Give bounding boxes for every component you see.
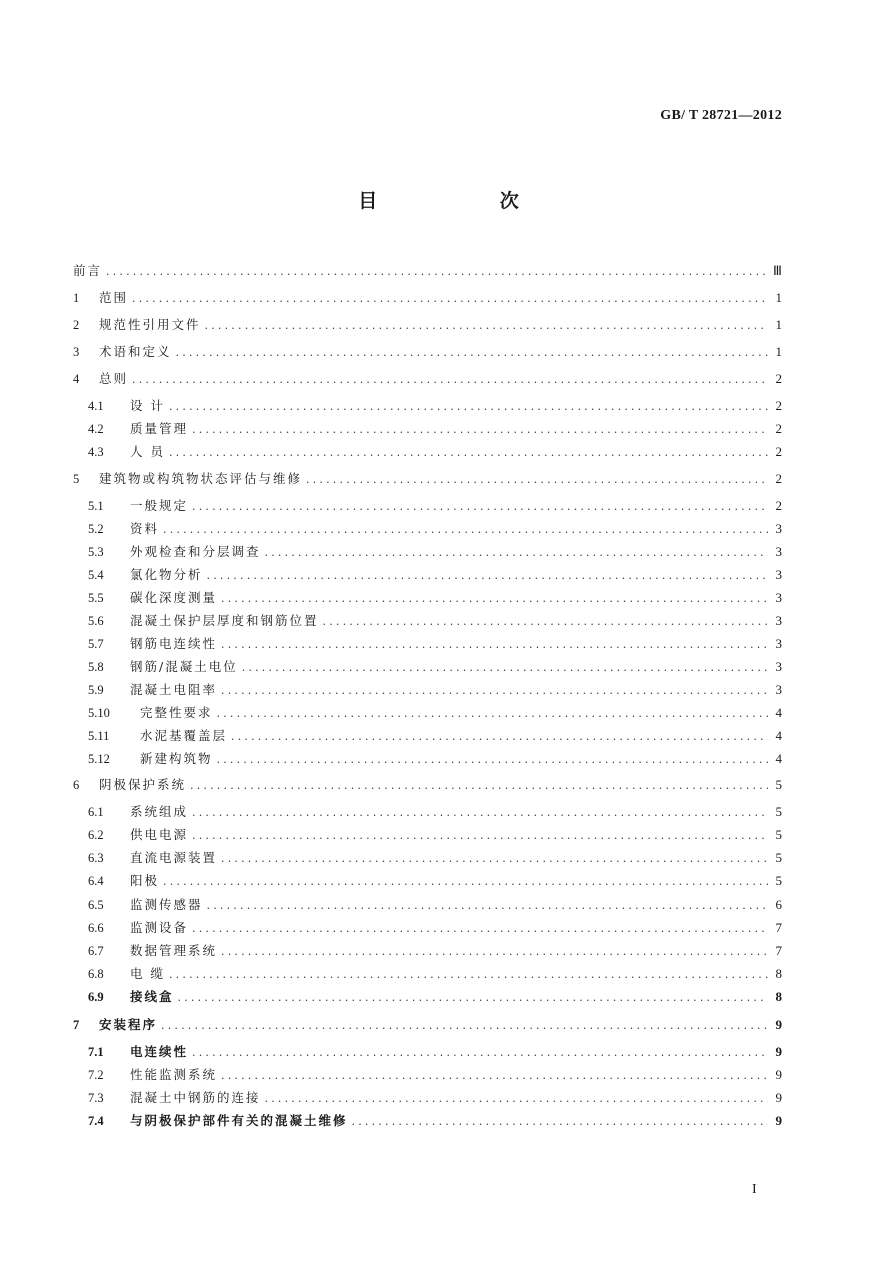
toc-entry[interactable]	[73, 542, 782, 562]
toc-entry[interactable]	[73, 848, 782, 868]
toc-entry-number: 6.4	[88, 874, 104, 888]
toc-entry-page: 2	[775, 421, 782, 436]
toc-entry[interactable]	[73, 1065, 782, 1085]
toc-entry-number: 5.11	[88, 729, 110, 743]
toc-entry-page: 5	[775, 827, 782, 842]
dot-leader	[217, 750, 768, 770]
toc-entry-page: 3	[775, 567, 782, 582]
toc-entry-number: 5	[73, 472, 80, 486]
dot-leader	[192, 420, 768, 440]
toc-entry-title: 阴极保护系统	[99, 777, 187, 792]
dot-leader	[169, 397, 768, 417]
toc-entry-page: 3	[775, 659, 782, 674]
toc-entry-number: 6.3	[88, 851, 104, 865]
toc-entry-title: 系统组成	[130, 804, 189, 819]
toc-entry[interactable]	[73, 680, 782, 700]
toc-entry[interactable]	[73, 419, 782, 439]
toc-entry-page: 2	[775, 498, 782, 513]
toc-entry-number: 6.6	[88, 921, 104, 935]
toc-entry[interactable]	[73, 1111, 782, 1131]
toc-entry[interactable]	[73, 918, 782, 938]
toc-entry-title: 混凝土电阻率	[130, 682, 218, 697]
toc-entry-number: 5.2	[88, 522, 104, 536]
toc-entry[interactable]	[73, 588, 782, 608]
toc-entry-title: 与阴极保护部件有关的混凝土维修	[130, 1113, 348, 1128]
toc-entry-title: 直流电源装置	[130, 850, 218, 865]
toc-entry-number: 5.5	[88, 591, 104, 605]
standard-code: GB/ T 28721—2012	[660, 108, 782, 123]
toc-entry-page: 9	[775, 1090, 782, 1105]
toc-entry-title: 一般规定	[130, 498, 189, 513]
dot-leader	[306, 470, 768, 490]
toc-entry-title: 数据管理系统	[130, 943, 218, 958]
toc-entry-number: 2	[73, 318, 80, 332]
dot-leader	[207, 566, 768, 586]
toc-entry-page: 8	[775, 989, 782, 1004]
toc-entry[interactable]	[73, 369, 782, 389]
toc-entry-number: 1	[73, 291, 80, 305]
toc-entry-page: 2	[775, 398, 782, 413]
dot-leader	[221, 589, 768, 609]
toc-entry[interactable]	[73, 987, 782, 1007]
toc-entry[interactable]	[73, 941, 782, 961]
toc-entry-number: 5.6	[88, 614, 104, 628]
toc-entry[interactable]	[73, 519, 782, 539]
toc-entry-title: 电 缆	[130, 966, 165, 981]
dot-leader	[221, 1066, 768, 1086]
toc-entry-title: 质量管理	[130, 421, 189, 436]
toc-entry-title: 规范性引用文件	[99, 317, 201, 332]
dot-leader	[106, 262, 768, 282]
toc-entry-number: 6	[73, 778, 80, 792]
toc-entry[interactable]	[73, 703, 782, 723]
toc-entry-title: 总则	[99, 371, 129, 386]
toc-entry-title: 完整性要求	[140, 705, 213, 720]
toc-entry-number: 7.2	[88, 1068, 104, 1082]
toc-entry-page: Ⅲ	[773, 263, 782, 278]
dot-leader	[265, 1089, 768, 1109]
dot-leader	[265, 543, 768, 563]
toc-entry-title: 安装程序	[99, 1017, 158, 1032]
dot-leader	[221, 942, 768, 962]
toc-entry[interactable]	[73, 496, 782, 516]
toc-entry-page: 9	[775, 1113, 782, 1128]
toc-entry[interactable]	[73, 261, 782, 281]
toc-entry[interactable]	[73, 825, 782, 845]
dot-leader	[217, 704, 768, 724]
toc-entry-title: 钢筋电连续性	[130, 636, 218, 651]
toc-entry-page: 4	[775, 728, 782, 743]
toc-entry-number: 5.12	[88, 752, 110, 766]
toc-entry-number: 5.1	[88, 499, 104, 513]
toc-entry[interactable]	[73, 726, 782, 746]
toc-entry-page: 3	[775, 636, 782, 651]
toc-entry-page: 3	[775, 590, 782, 605]
toc-entry-title: 氯化物分析	[130, 567, 203, 582]
page-title: 目 次	[358, 190, 577, 212]
dot-leader	[163, 520, 768, 540]
dot-leader	[161, 1016, 768, 1036]
toc-entry-page: 8	[775, 966, 782, 981]
toc-entry-page: 3	[775, 682, 782, 697]
toc-entry-number: 5.8	[88, 660, 104, 674]
toc-entry-title: 建筑物或构筑物状态评估与维修	[99, 471, 303, 486]
dot-leader	[190, 776, 768, 796]
toc-entry-page: 4	[775, 751, 782, 766]
toc-entry-title: 水泥基覆盖层	[140, 728, 228, 743]
toc-entry-number: 6.5	[88, 898, 104, 912]
toc-entry-title: 资料	[130, 521, 160, 536]
dot-leader	[221, 849, 768, 869]
toc-entry-page: 5	[775, 850, 782, 865]
toc-entry[interactable]	[73, 565, 782, 585]
dot-leader	[192, 803, 768, 823]
dot-leader	[132, 289, 768, 309]
toc-entry-title: 碳化深度测量	[130, 590, 218, 605]
toc-entry-page: 9	[775, 1017, 782, 1032]
toc-entry[interactable]	[73, 469, 782, 489]
toc-entry-title: 设 计	[130, 398, 165, 413]
toc-entry-title: 混凝土保护层厚度和钢筋位置	[130, 613, 319, 628]
toc-entry-page: 5	[775, 777, 782, 792]
toc-entry-page: 5	[775, 804, 782, 819]
toc-entry-number: 5.10	[88, 706, 110, 720]
toc-entry-number: 5.7	[88, 637, 104, 651]
toc-entry-page: 7	[775, 943, 782, 958]
toc-entry-page: 3	[775, 544, 782, 559]
toc-entry-title: 电连续性	[130, 1044, 189, 1059]
dot-leader	[242, 658, 768, 678]
toc-entry[interactable]	[73, 964, 782, 984]
dot-leader	[169, 965, 768, 985]
toc-entry-title: 术语和定义	[99, 344, 172, 359]
toc-entry[interactable]	[73, 442, 782, 462]
toc-entry-title: 前言	[73, 263, 103, 278]
dot-leader	[176, 343, 768, 363]
dot-leader	[132, 370, 768, 390]
toc-entry-page: 1	[775, 290, 782, 305]
toc-entry-title: 监测传感器	[130, 897, 203, 912]
toc-entry-page: 5	[775, 873, 782, 888]
toc-entry-title: 人 员	[130, 444, 165, 459]
toc-entry-page: 3	[775, 613, 782, 628]
toc-entry[interactable]	[73, 342, 782, 362]
toc-entry-title: 钢筋/混凝土电位	[130, 659, 238, 674]
toc-entry-number: 4.3	[88, 445, 104, 459]
dot-leader	[205, 316, 768, 336]
toc-entry-number: 5.3	[88, 545, 104, 559]
dot-leader	[207, 896, 768, 916]
toc-entry-number: 4.2	[88, 422, 104, 436]
dot-leader	[192, 826, 768, 846]
dot-leader	[221, 681, 768, 701]
dot-leader	[169, 443, 768, 463]
toc-entry[interactable]	[73, 1042, 782, 1062]
toc-entry-number: 6.1	[88, 805, 104, 819]
toc-entry[interactable]	[73, 657, 782, 677]
dot-leader	[352, 1112, 768, 1132]
toc-entry-title: 范围	[99, 290, 129, 305]
toc-entry-number: 7	[73, 1018, 80, 1032]
toc-entry-number: 5.9	[88, 683, 104, 697]
toc-entry[interactable]	[73, 1015, 782, 1035]
dot-leader	[231, 727, 768, 747]
toc-entry-title: 接线盒	[130, 989, 174, 1004]
toc-entry-page: 1	[775, 317, 782, 332]
dot-leader	[221, 635, 768, 655]
dot-leader	[178, 988, 768, 1008]
toc-entry-page: 6	[775, 897, 782, 912]
toc-entry-page: 2	[775, 471, 782, 486]
toc-entry-number: 6.9	[88, 990, 104, 1004]
toc-entry-page: 4	[775, 705, 782, 720]
toc-entry[interactable]	[73, 396, 782, 416]
toc-entry[interactable]	[73, 611, 782, 631]
page-number: I	[752, 1182, 757, 1197]
toc-entry-page: 1	[775, 344, 782, 359]
toc-entry[interactable]	[73, 315, 782, 335]
toc-entry-title: 监测设备	[130, 920, 189, 935]
dot-leader	[192, 1043, 768, 1063]
dot-leader	[192, 919, 768, 939]
toc-entry-number: 4.1	[88, 399, 104, 413]
dot-leader	[163, 872, 768, 892]
toc-entry-number: 6.7	[88, 944, 104, 958]
toc-entry-number: 4	[73, 372, 80, 386]
toc-entry-number: 6.8	[88, 967, 104, 981]
toc-entry[interactable]	[73, 775, 782, 795]
toc-entry-title: 新建构筑物	[140, 751, 213, 766]
toc-entry[interactable]	[73, 895, 782, 915]
toc-entry[interactable]	[73, 802, 782, 822]
dot-leader	[323, 612, 768, 632]
toc-entry-title: 阳极	[130, 873, 160, 888]
toc-entry-number: 5.4	[88, 568, 104, 582]
toc-entry-number: 3	[73, 345, 80, 359]
toc-entry-number: 6.2	[88, 828, 104, 842]
toc-entry-page: 2	[775, 444, 782, 459]
toc-entry-number: 7.4	[88, 1114, 104, 1128]
toc-entry-number: 7.3	[88, 1091, 104, 1105]
toc-entry-title: 外观检查和分层调查	[130, 544, 261, 559]
toc-entry-page: 9	[775, 1067, 782, 1082]
toc-entry-page: 3	[775, 521, 782, 536]
toc-entry-title: 性能监测系统	[130, 1067, 218, 1082]
toc-entry-title: 供电电源	[130, 827, 189, 842]
toc-entry[interactable]	[73, 1088, 782, 1108]
toc-entry[interactable]	[73, 288, 782, 308]
toc-entry-number: 7.1	[88, 1045, 104, 1059]
toc-entry[interactable]	[73, 871, 782, 891]
toc-entry-page: 7	[775, 920, 782, 935]
toc-entry-page: 9	[775, 1044, 782, 1059]
toc-entry-title: 混凝土中钢筋的连接	[130, 1090, 261, 1105]
toc-entry[interactable]	[73, 634, 782, 654]
toc-entry-page: 2	[775, 371, 782, 386]
dot-leader	[192, 497, 768, 517]
toc-entry[interactable]	[73, 749, 782, 769]
